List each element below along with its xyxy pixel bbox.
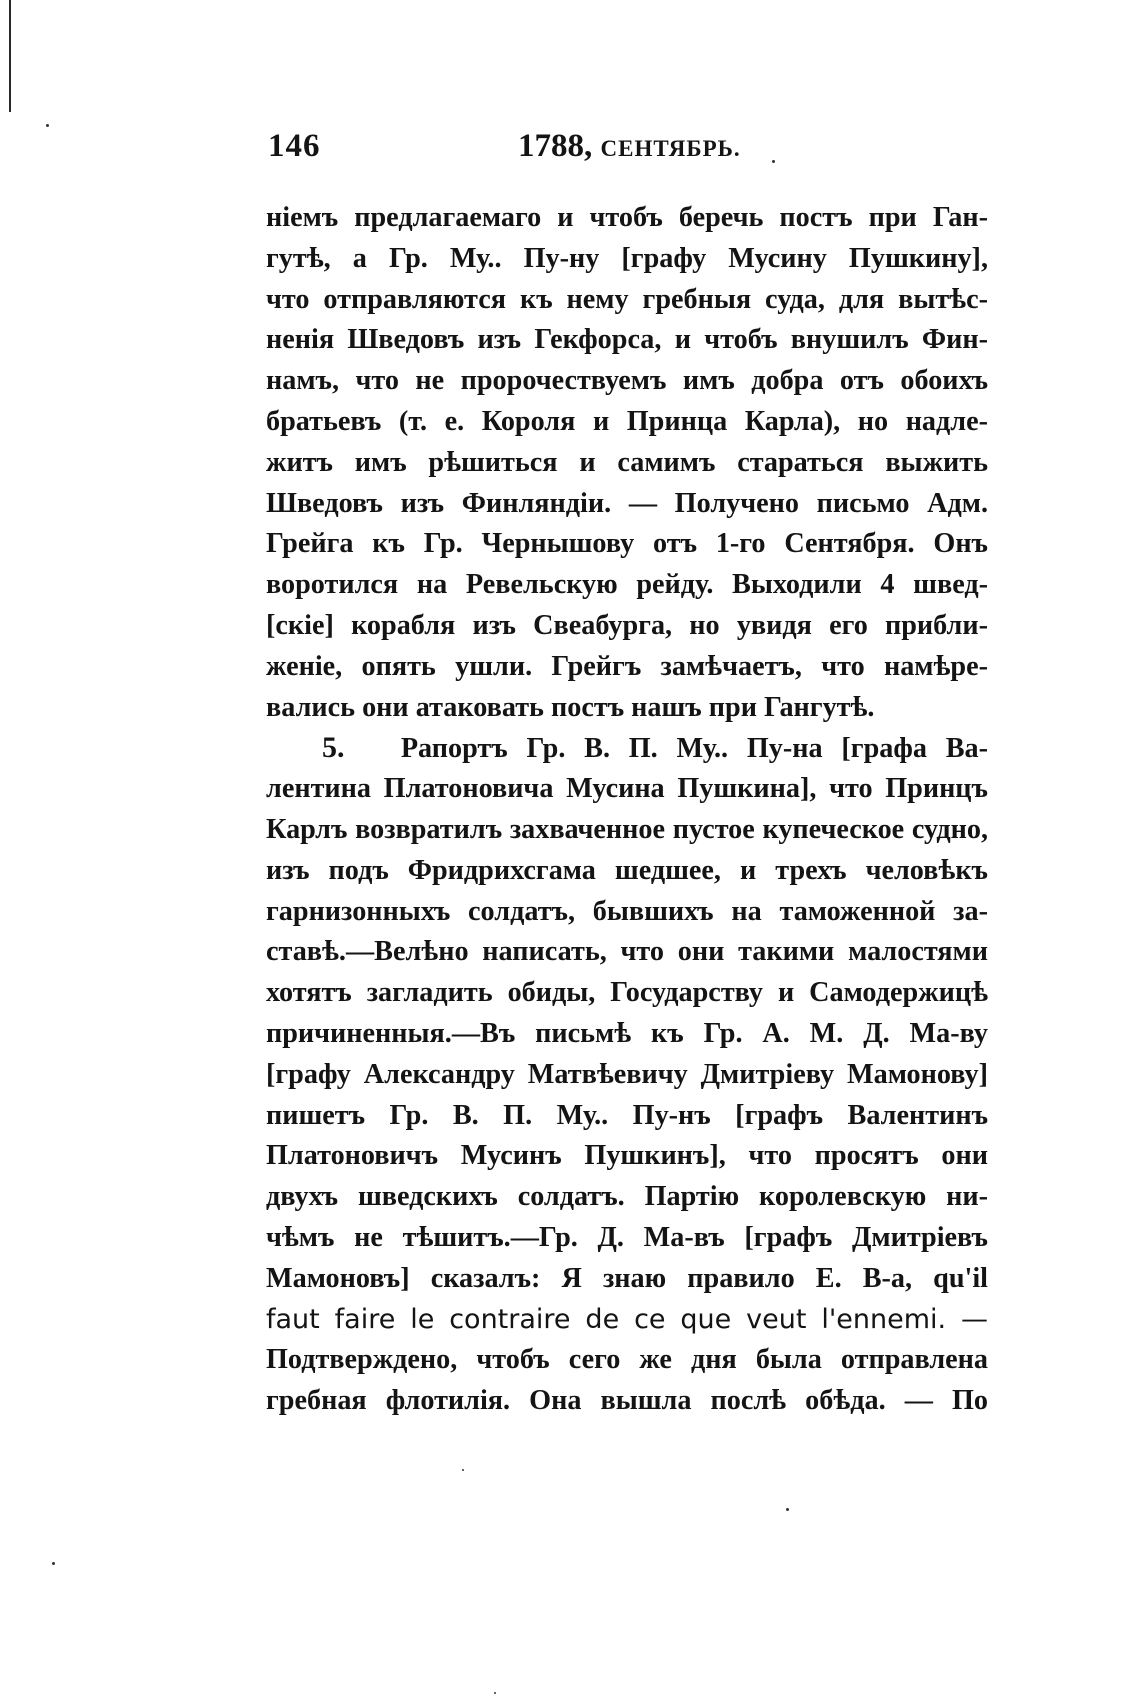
text-line: воротился на Ревельскую рейду. Выходили 4 швед- (266, 569, 988, 601)
scan-speck (462, 1469, 464, 1471)
page-edge-line (9, 0, 11, 112)
text-line: Платоновичъ Мусинъ Пушкинъ], что просятъ они (266, 1140, 988, 1172)
page-body (266, 198, 988, 1422)
text-line: Мамоновъ] сказалъ: Я знаю правило Е. В-а, qu'il (266, 1262, 988, 1294)
text-line: братьевъ (т. е. Короля и Принца Карла), но надле- (266, 405, 988, 437)
paragraph-start-line (266, 728, 988, 769)
scan-speck (46, 124, 49, 127)
text-line: двухъ шведскихъ солдатъ. Партію королевскую ни- (266, 1181, 988, 1213)
text-line: изъ подъ Фридрихсгама шедшее, и трехъ человѣкъ (266, 854, 988, 886)
text-line: лентина Платоновича Мусина Пушкина], что Принцъ (266, 773, 988, 805)
text-line: житъ имъ рѣшиться и самимъ стараться выжить (266, 446, 988, 478)
french-quote-line: faut faire le contraire de ce que veut l'ennemi. — (266, 1303, 988, 1335)
text-line: гребная флотилія. Она вышла послѣ обѣда. — По (266, 1385, 988, 1417)
text-line: Карлъ возвратилъ захваченное пустое купеческое судно, (266, 813, 988, 845)
running-head-year: 1788, (518, 128, 593, 164)
running-head (518, 128, 741, 165)
text-line: что отправляются къ нему гребныя суда, для вытѣс- (266, 283, 988, 315)
text-line: Рапортъ Гр. В. П. Му.. Пу-на [графа Ва- (400, 733, 989, 765)
paragraph-number: 5. (322, 731, 345, 765)
scan-speck (786, 1508, 789, 1511)
text-line: чѣмъ не тѣшитъ.—Гр. Д. Ма-въ [графъ Дмитріевъ (266, 1221, 988, 1253)
text-line: [скіе] корабля изъ Свеабурга, но увидя его прибли- (266, 609, 988, 641)
text-line: женіе, опять ушли. Грейгъ замѣчаетъ, что намѣре- (266, 650, 988, 682)
text-line: Подтверждено, чтобъ сего же дня была отправлена (266, 1344, 988, 1376)
text-line: намъ, что не пророчествуемъ имъ добра отъ обоихъ (266, 365, 988, 397)
text-line: [графу Александру Матвѣевичу Дмитріеву Мамонову] (266, 1058, 988, 1090)
text-line: хотятъ загладить обиды, Государству и Самодержицѣ (266, 977, 988, 1009)
text-line: вались они атаковать постъ нашъ при Гангутѣ. (266, 691, 875, 723)
text-line: Грейга къ Гр. Чернышову отъ 1-го Сентября. Онъ (266, 528, 988, 560)
scan-speck (52, 1562, 55, 1565)
text-line: пишетъ Гр. В. П. Му.. Пу-нъ [графъ Валентинъ (266, 1099, 988, 1131)
text-line: гутѣ, а Гр. Му.. Пу-ну [графу Мусину Пушкину], (266, 242, 988, 274)
text-line: причиненныя.—Въ письмѣ къ Гр. А. М. Д. Ма-ву (266, 1017, 988, 1049)
text-line: Шведовъ изъ Финляндіи. — Получено письмо Адм. (266, 487, 988, 519)
page-header (268, 128, 990, 178)
page-number: 146 (268, 128, 321, 164)
text-line: ніемъ предлагаемаго и чтобъ беречь постъ при Ган- (266, 202, 988, 233)
text-line: гарнизонныхъ солдатъ, бывшихъ на таможенной за- (266, 895, 988, 927)
scan-speck (494, 1692, 496, 1694)
text-line: ставѣ.—Велѣно написать, что они такими малостями (266, 936, 988, 968)
text-line: ненія Шведовъ изъ Гекфорса, и чтобъ внушилъ Фин- (266, 324, 988, 356)
running-head-month: СЕНТЯБРЬ. (600, 136, 741, 161)
